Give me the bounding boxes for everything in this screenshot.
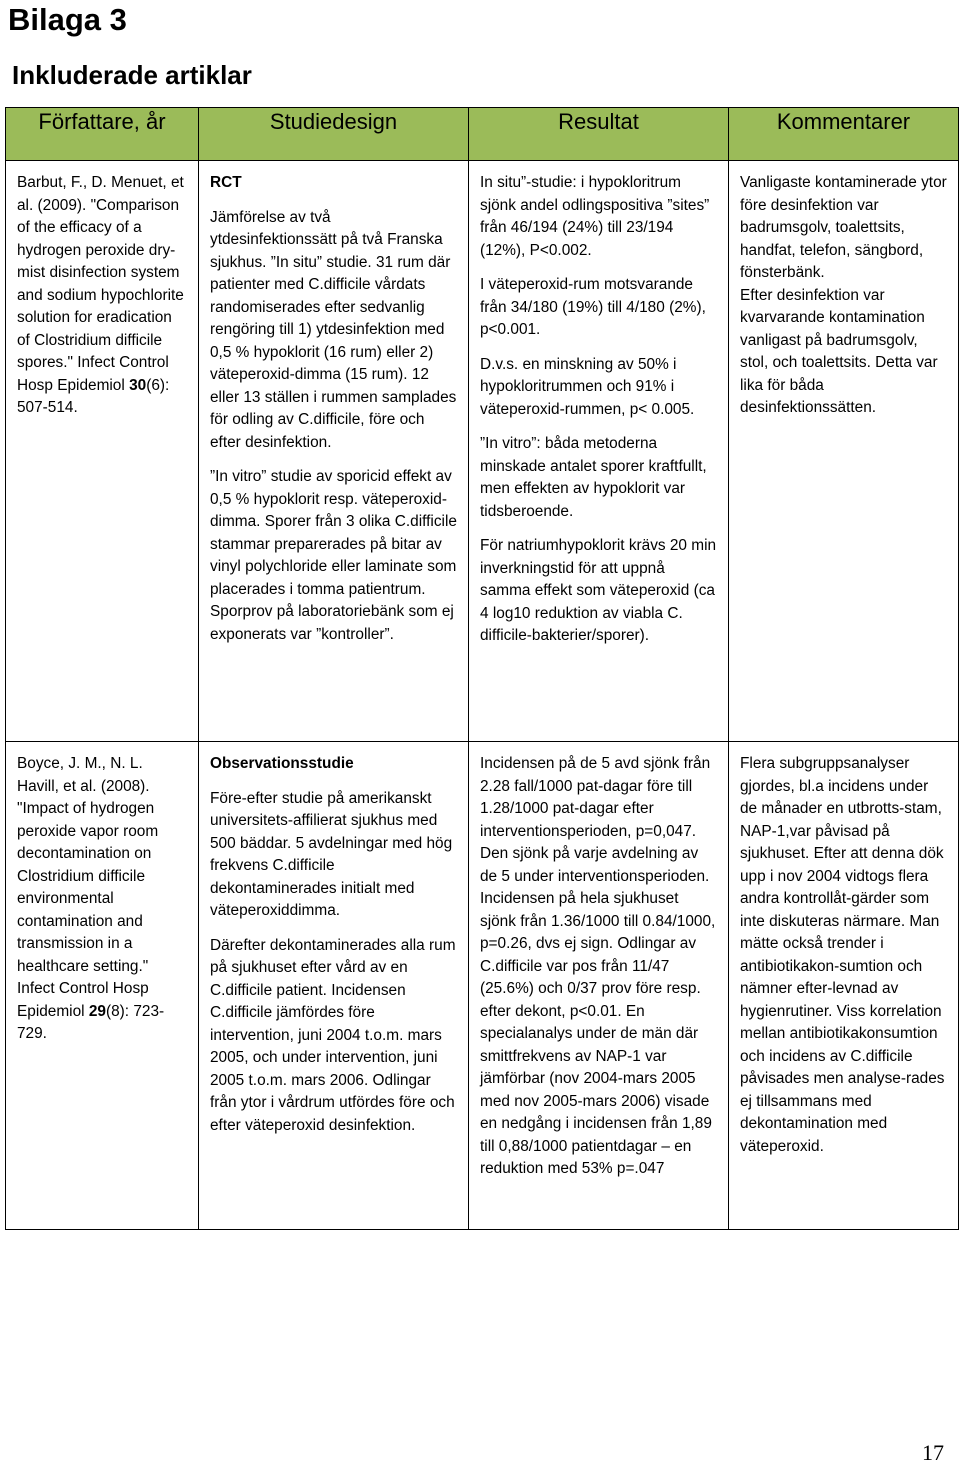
table-row xyxy=(6,742,959,1230)
comment-paragraph: Vanligaste kontaminerade ytor före desinfektion var badrumsgolv, toalettsits, handfat, telefon, sängbord, fönsterbänk. xyxy=(740,174,947,281)
cell-result xyxy=(469,742,729,1230)
cell-design xyxy=(199,161,469,742)
cell-design xyxy=(199,742,469,1230)
design-paragraph: Före-efter studie på amerikanskt universitets-affilierat sjukhus med 500 bäddar. 5 avdelningar med hög frekvens C.difficile dekontaminerades initialt med väteperoxiddimma. xyxy=(210,789,453,919)
reference-text: Barbut, F., D. Menuet, et al. (2009). "Comparison of the efficacy of a hydrogen peroxide dry-mist disinfection system and sodium hypochlorite solution for eradication of Clostridium difficile spores." Infect Control Hosp Epidemiol xyxy=(17,174,184,394)
cell-reference xyxy=(6,161,199,742)
cell-comments xyxy=(729,161,959,742)
result-paragraph: För natriumhypoklorit krävs 20 min inverkningstid för att uppnå samma effekt som väteperoxid (ca 4 log10 reduktion av viabla C. difficile-bakterier/sporer). xyxy=(480,537,717,644)
header-author-year: Författare, år xyxy=(6,108,199,161)
result-paragraph: ”In vitro”: båda metoderna minskade antalet sporer kraftfullt, men effekten av hypoklorit var tidsberoende. xyxy=(480,435,707,520)
included-articles-table xyxy=(5,107,959,1230)
reference-pages: (6): 507-514. xyxy=(17,376,170,416)
page-subtitle: Inkluderade artiklar xyxy=(12,60,252,90)
cell-comments xyxy=(729,742,959,1230)
page-title: Bilaga 3 xyxy=(8,2,127,37)
reference-text: Boyce, J. M., N. L. Havill, et al. (2008). "Impact of hydrogen peroxide vapor room decontamination on Clostridium difficile environmental contamination and transmission in a healthcare setting." Infect Control Hosp Epidemiol xyxy=(17,755,159,1020)
page-number: 17 xyxy=(922,1440,944,1465)
header-comments: Kommentarer xyxy=(729,108,959,161)
design-paragraph: ”In vitro” studie av sporicid effekt av 0,5 % hypoklorit resp. väteperoxid-dimma. Sporer från 3 olika C.difficile stammar preparerades på bitar av vinyl polychloride eller laminate som placerades i tomma patientrum. Sporprov på laboratoriebänk som ej exponerats var ”kontroller”. xyxy=(210,468,457,643)
design-paragraph: Jämförelse av två ytdesinfektionssätt på två Franska sjukhus. ”In situ” studie. 31 rum där patienter med C.difficile vårdats randomiserades efter sedvanlig rengöring till 1) ytdesinfektion med 0,5 % hypoklorit (16 rum) eller 2) väteperoxid-dimma (15 rum). 12 eller 13 ställen i rummen samplades för odling av C.difficile, före och efter desinfektion. xyxy=(210,208,457,451)
reference-volume: 30 xyxy=(129,376,147,394)
cell-result xyxy=(469,161,729,742)
design-paragraph: Därefter dekontaminerades alla rum på sjukhuset efter vård av en C.difficile patient. Incidensen C.difficile jämfördes före intervention, juni 2004 t.o.m. mars 2005, och under intervention, juni 2005 t.o.m. mars 2006. Odlingar från ytor i vårdrum utfördes före och efter väteperoxid desinfektion. xyxy=(210,936,456,1134)
result-paragraph: D.v.s. en minskning av 50% i hypokloritrummen och 91% i väteperoxid-rummen, p< 0.005. xyxy=(480,355,695,418)
header-result: Resultat xyxy=(469,108,729,161)
cell-reference xyxy=(6,742,199,1230)
result-paragraph: I väteperoxid-rum motsvarande från 34/180 (19%) till 4/180 (2%), p<0.001. xyxy=(480,276,706,338)
design-type: RCT xyxy=(210,174,242,191)
reference-pages: (8): 723-729. xyxy=(17,1002,165,1042)
table-row xyxy=(6,161,959,742)
design-type: Observationsstudie xyxy=(210,755,354,772)
reference-volume: 29 xyxy=(88,1002,106,1020)
table-header-row xyxy=(6,108,959,161)
comment-paragraph: Efter desinfektion var kvarvarande kontamination vanligast på badrumsgolv, stol, och toalettsits. Detta var lika för båda desinfektionssätten. xyxy=(740,286,938,416)
header-study-design: Studiedesign xyxy=(199,108,469,161)
result-paragraph: Incidensen på de 5 avd sjönk från 2.28 fall/1000 pat-dagar före till 1.28/1000 pat-dagar efter interventionsperioden, p=0,047. Den sjönk på varje avdelning av de 5 under interventionsperioden. Incidensen på hela sjukhuset sjönk från 1.36/1000 till 0.84/1000, p=0.26, dvs ej sign. Odlingar av C.difficile var pos från 11/47 (25.6%) och 0/37 prov före resp. efter dekont, p<0.01. En specialanalys under de män där smittfrekvens av NAP-1 var jämförbar (nov 2004-mars 2005 med nov 2005-mars 2006) visade en nedgång i incidensen från 1,89 till 0,88/1000 patientdagar – en reduktion med 53% p=.047 xyxy=(480,755,716,1177)
result-paragraph: In situ”-studie: i hypokloritrum sjönk andel odlingspositiva ”sites” från 46/194 (24%) till 23/194 (12%), P<0.002. xyxy=(480,174,710,259)
comment-paragraph: Flera subgruppsanalyser gjordes, bl.a incidens under de månader en utbrotts-stam, NAP-1,var påvisad på sjukhuset. Efter att denna dök upp i nov 2004 vidtogs flera andra kontrollåt-gärder som inte diskuteras närmare. Man mätte också trender i antibiotikakon-sumtion och nämner efter-levnad av hygienrutiner. Viss korrelation mellan antibiotikakonsumtion och incidens av C.difficile påvisades men analyse-rades ej tillsammans med dekontamination med väteperoxid. xyxy=(740,755,945,1155)
